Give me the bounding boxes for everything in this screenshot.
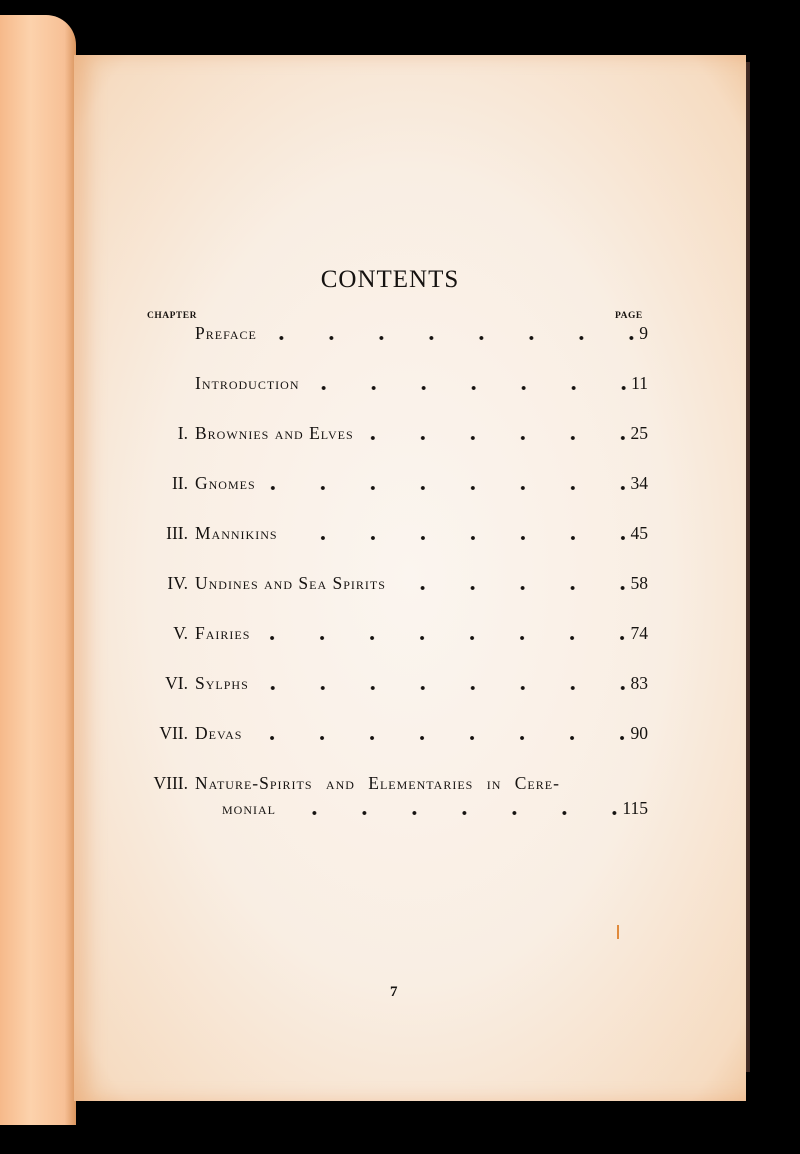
toc-entry	[140, 623, 648, 644]
entry-page-number: 11	[631, 373, 648, 393]
entry-title: Sylphs	[195, 673, 249, 693]
dot-leader	[304, 384, 628, 392]
entry-page-number: 58	[630, 573, 648, 593]
page-number: 7	[390, 984, 398, 1000]
toc-entry	[140, 373, 648, 394]
facing-page-edge	[0, 15, 76, 1125]
entry-page-number: 45	[630, 523, 648, 543]
entry-page-number: 9	[639, 323, 648, 343]
toc-entry	[140, 473, 648, 494]
chapter-numeral: II.	[171, 473, 188, 493]
entry-title: Fairies	[195, 623, 251, 643]
chapter-numeral: III.	[166, 523, 188, 543]
dot-leader	[282, 534, 627, 542]
entry-title: monial	[222, 798, 276, 818]
toc-entry-continuation	[222, 798, 648, 819]
entry-page-number: 83	[630, 673, 648, 693]
toc-entry	[140, 423, 648, 444]
dot-leader	[246, 734, 626, 742]
dot-leader	[261, 334, 635, 342]
page-column-label: PAGE	[615, 311, 643, 321]
dot-leader	[254, 634, 626, 642]
chapter-numeral: V.	[173, 623, 188, 643]
chapter-column-label: CHAPTER	[147, 311, 197, 321]
dot-leader	[358, 434, 627, 442]
chapter-numeral: VII.	[159, 723, 188, 743]
dot-leader	[260, 484, 627, 492]
entry-title: Gnomes	[195, 473, 256, 493]
dot-leader	[390, 584, 627, 592]
entry-page-number: 115	[622, 798, 648, 818]
toc-entry	[140, 773, 648, 794]
entry-title: Preface	[195, 323, 257, 343]
toc-entry	[140, 523, 648, 544]
entry-title: Introduction	[195, 373, 300, 393]
entry-page-number: 25	[630, 423, 648, 443]
page-title: CONTENTS	[320, 266, 460, 293]
entry-page-number: 34	[630, 473, 648, 493]
dot-leader	[280, 809, 618, 817]
entry-page-number: 74	[630, 623, 648, 643]
dot-leader	[253, 684, 627, 692]
paper-blemish	[617, 925, 619, 939]
chapter-numeral: IV.	[167, 573, 188, 593]
toc-entry	[140, 323, 648, 344]
chapter-numeral: VI.	[165, 673, 188, 693]
entry-page-number: 90	[630, 723, 648, 743]
entry-title: Brownies and Elves	[195, 423, 354, 443]
entry-title: Devas	[195, 723, 243, 743]
chapter-numeral: I.	[177, 423, 188, 443]
toc-entry	[140, 723, 648, 744]
chapter-numeral: VIII.	[153, 773, 188, 793]
entry-title: Mannikins	[195, 523, 278, 543]
toc-entry	[140, 673, 648, 694]
entry-title: Nature-Spirits and Elementaries in Cere-	[195, 773, 560, 793]
entry-title: Undines and Sea Spirits	[195, 573, 386, 593]
toc-entry	[140, 573, 648, 594]
